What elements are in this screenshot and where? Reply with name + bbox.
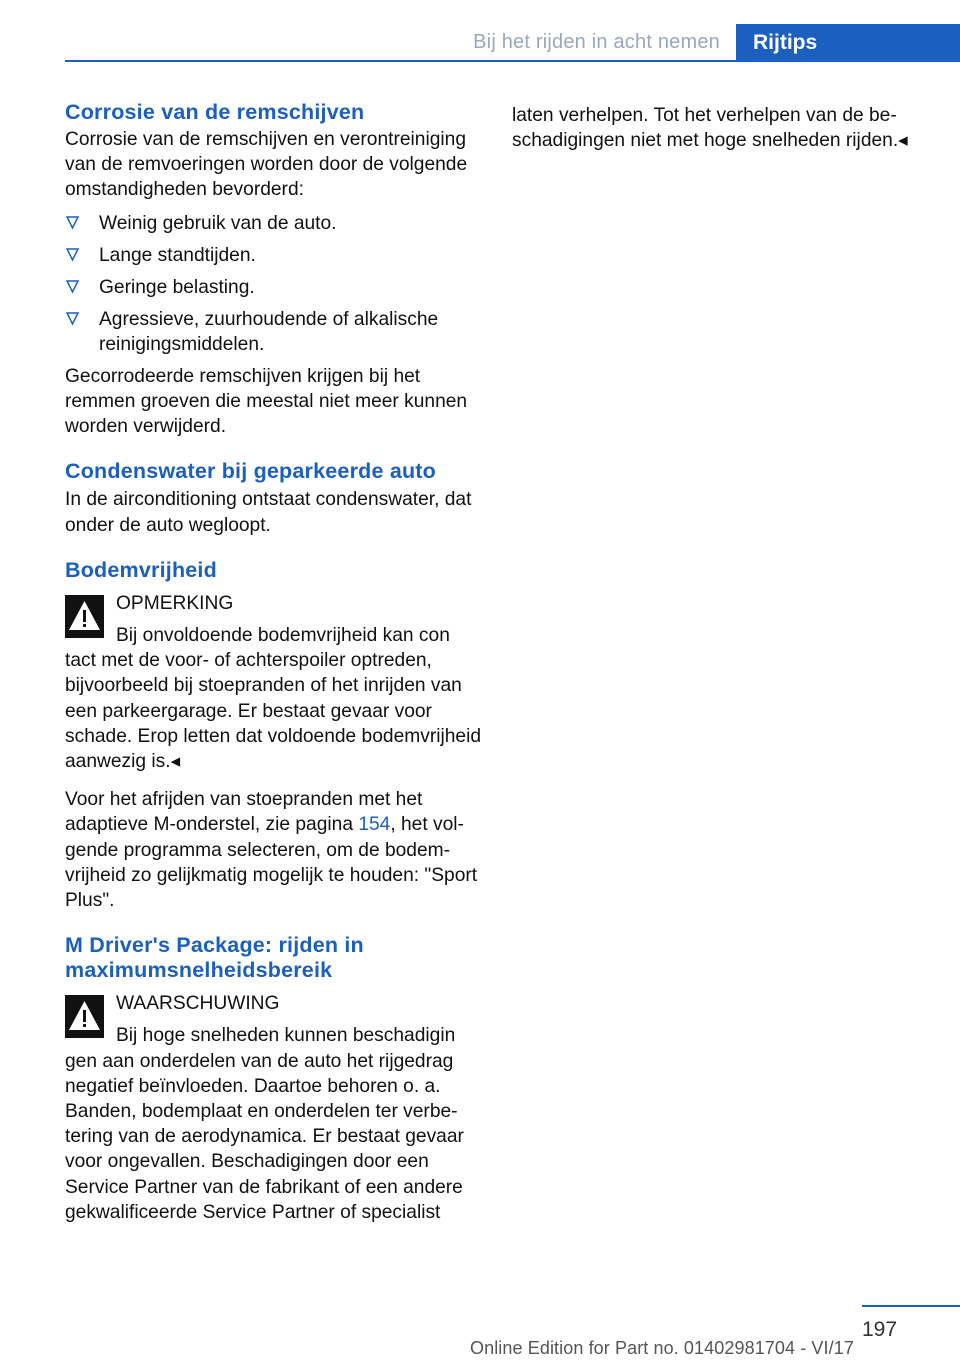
heading-condenswater: Condenswater bij geparkeerde auto	[65, 459, 436, 484]
page-number: 197	[862, 1318, 898, 1341]
triangle-bullet-icon	[66, 248, 79, 262]
paragraph-text: Voor het afrijden van stoepranden met het adaptieve M-onderstel, zie pagina	[65, 789, 423, 836]
paragraph-corrosie-result: Gecorrodeerde remschijven krijgen bij het remmen groeven die meestal niet meer kunnen worden verwijderd.	[65, 365, 468, 438]
heading-m-drivers-package: M Driver's Package: rijden in maximumsnelheidsbereik	[65, 933, 364, 983]
list-item	[65, 307, 483, 357]
note-body-first: Bij onvoldoende bodemvrijheid kan con	[116, 625, 450, 647]
paragraph-bodemvrijheid	[65, 787, 483, 913]
paragraph-condenswater: In de airconditioning ontstaat condenswater, dat onder de auto wegloopt.	[65, 489, 472, 536]
note-box	[65, 591, 483, 648]
section-title: Bij het rijden in acht nemen	[473, 31, 720, 53]
list-item	[65, 243, 483, 268]
list-item-text: Agressieve, zuurhoudende of alkalische reinigingsmiddelen.	[99, 308, 439, 355]
bullet-list	[65, 211, 483, 357]
list-item	[65, 275, 483, 300]
left-column	[65, 100, 483, 1225]
header-divider	[65, 60, 960, 62]
triangle-bullet-icon	[66, 312, 79, 326]
right-column	[512, 103, 922, 153]
triangle-bullet-icon	[66, 280, 79, 294]
warning-icon	[65, 595, 104, 638]
chapter-tab[interactable]: Rijtips	[736, 24, 960, 62]
note-title: OPMERKING	[116, 592, 234, 614]
warning-icon	[65, 995, 104, 1038]
footer-divider	[862, 1305, 960, 1307]
page-header	[0, 0, 960, 62]
paragraph-continued: laten verhelpen. Tot het verhelpen van de beschadigingen niet met hoge snelheden rijden.◂	[512, 105, 908, 152]
heading-corrosie: Corrosie van de remschijven	[65, 100, 365, 124]
edition-note: Online Edition for Part no. 01402981704 - VI/17	[470, 1338, 854, 1358]
warning-box	[65, 991, 483, 1048]
list-item-text: Weinig gebruik van de auto.	[99, 212, 337, 234]
warning-title: WAARSCHUWING	[116, 993, 280, 1015]
paragraph-text: , het volgende programma selecteren, om de bodemvrijheid zo gelijkmatig mogelijk te houden: "Sport Plus".	[65, 814, 478, 912]
heading-bodemvrijheid: Bodemvrijheid	[65, 557, 217, 582]
note-body-rest: tact met de voor- of achterspoiler optreden, bijvoorbeeld bij stoepranden of het inrijden van een parkeergarage. Er bestaat gevaar voor schade. Erop letten dat voldoende bodemvrijheid aanwezig is.◂	[65, 650, 482, 773]
list-item-text: Geringe belasting.	[99, 276, 255, 298]
warning-body-first: Bij hoge snelheden kunnen beschadigin	[116, 1025, 456, 1047]
triangle-bullet-icon	[66, 216, 79, 230]
list-item	[65, 211, 483, 236]
list-item-text: Lange standtijden.	[99, 244, 256, 266]
page-link-154[interactable]: 154	[358, 814, 391, 836]
warning-body-rest: gen aan onderdelen van de auto het rijgedrag negatief beïnvloeden. Daartoe behoren o. a. Banden, bodemplaat en onderdelen ter verbetering van de aerodynamica. Er bestaat gevaar voor ongevallen. Beschadigingen door een Service Partner van de fabrikant of een andere gekwalificeerde Service Partner of specialist	[65, 1050, 464, 1223]
paragraph-corrosie-intro: Corrosie van de remschijven en verontreiniging van de remvoeringen worden door de volgende omstandigheden bevorderd:	[65, 129, 468, 201]
